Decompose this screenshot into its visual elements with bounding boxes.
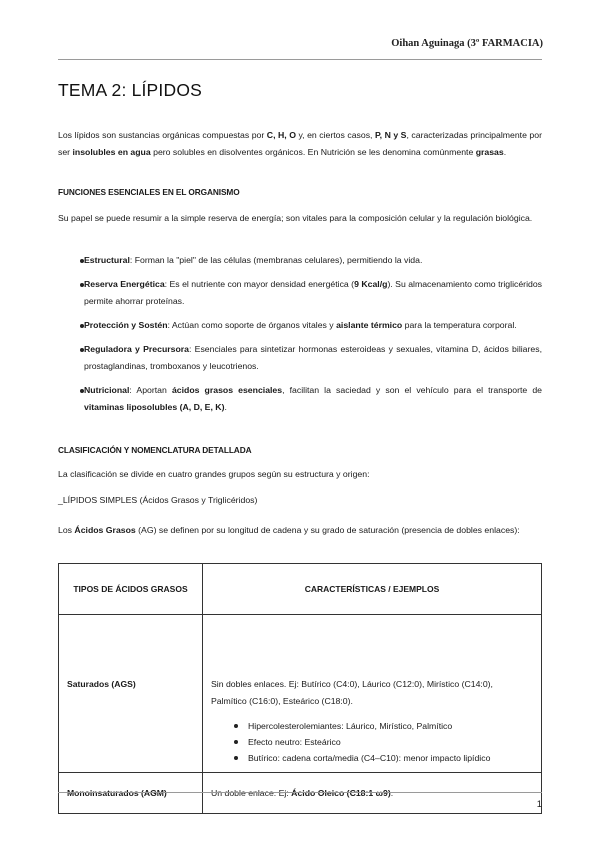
table-header: CARACTERÍSTICAS / EJEMPLOS: [203, 564, 542, 615]
table-cell-type: [59, 773, 203, 814]
header-author: Oihan Aguinaga (3º FARMACIA): [391, 38, 543, 49]
fatty-acids-intro: Los Ácidos Grasos (AG) se definen por su longitud de cadena y su grado de saturación (presencia de dobles enlaces):: [58, 525, 520, 535]
bullet-icon: [234, 756, 238, 760]
saturated-description: Sin dobles enlaces. Ej: Butírico (C4:0), Láurico (C12:0), Mirístico (C14:0), Palmítico (C16:0), Esteárico (C18:0).: [211, 679, 493, 706]
header-divider: [58, 59, 542, 60]
list-item: Hipercolesterolemiantes: Láurico, Mirístico, Palmítico: [211, 718, 533, 734]
saturated-bullets: [211, 718, 533, 766]
list-item: Protección y Sostén: Actúan como soporte de órganos vitales y aislante térmico para la temperatura corporal.: [58, 317, 542, 334]
table-cell-description: [203, 615, 542, 773]
page-title: TEMA 2: LÍPIDOS: [58, 80, 203, 100]
simple-lipids-subheading: _LÍPIDOS SIMPLES (Ácidos Grasos y Triglicéridos): [58, 495, 258, 505]
bullet-icon: [80, 324, 84, 328]
bullet-icon: [234, 724, 238, 728]
section-heading-functions: FUNCIONES ESENCIALES EN EL ORGANISMO: [58, 187, 240, 197]
section-heading-classification: CLASIFICACIÓN Y NOMENCLATURA DETALLADA: [58, 445, 252, 455]
fatty-acids-table: [58, 563, 542, 814]
classification-intro: La clasificación se divide en cuatro grandes grupos según su estructura y origen:: [58, 469, 370, 479]
bullet-icon: [80, 283, 84, 287]
bullet-icon: [80, 259, 84, 263]
functions-list: [58, 252, 542, 416]
table-header: TIPOS DE ÁCIDOS GRASOS: [59, 564, 203, 615]
footer-divider: [58, 792, 542, 793]
list-item: Reguladora y Precursora: Esenciales para sintetizar hormonas esteroideas y sexuales, vitamina D, ácidos biliares, prostaglandinas, tromboxanos y leucotrienos.: [58, 341, 542, 375]
bullet-icon: [80, 348, 84, 352]
bullet-icon: [234, 740, 238, 744]
list-item: Efecto neutro: Esteárico: [211, 734, 533, 750]
table-row: [59, 773, 542, 814]
list-item: Butírico: cadena corta/media (C4–C10): menor impacto lipídico: [211, 750, 533, 766]
functions-intro: Su papel se puede resumir a la simple reserva de energía; son vitales para la composición celular y la regulación biológica.: [58, 213, 533, 223]
list-item: Reserva Energética: Es el nutriente con mayor densidad energética (9 Kcal/g). Su almacenamiento como triglicéridos permite ahorrar proteínas.: [58, 276, 542, 310]
list-item: Nutricional: Aportan ácidos grasos esenciales, facilitan la saciedad y son el vehículo para el transporte de vitaminas liposolubles (A, D, E, K).: [58, 382, 542, 416]
bullet-icon: [80, 389, 84, 393]
table-row: [59, 615, 542, 773]
intro-paragraph: Los lípidos son sustancias orgánicas compuestas por C, H, O y, en ciertos casos, P, N y S, caracterizadas principalmente por ser insolubles en agua pero solubles en disolventes orgánicos. En Nutrición se les denomina comúnmente grasas.: [58, 130, 542, 157]
list-item: Estructural: Forman la "piel" de las células (membranas celulares), permitiendo la vida.: [58, 252, 542, 269]
page-number: 1: [536, 799, 542, 810]
table-cell-description: [203, 773, 542, 814]
table-cell-type: Saturados (AGS): [59, 615, 203, 773]
table-header-row: [59, 564, 542, 615]
